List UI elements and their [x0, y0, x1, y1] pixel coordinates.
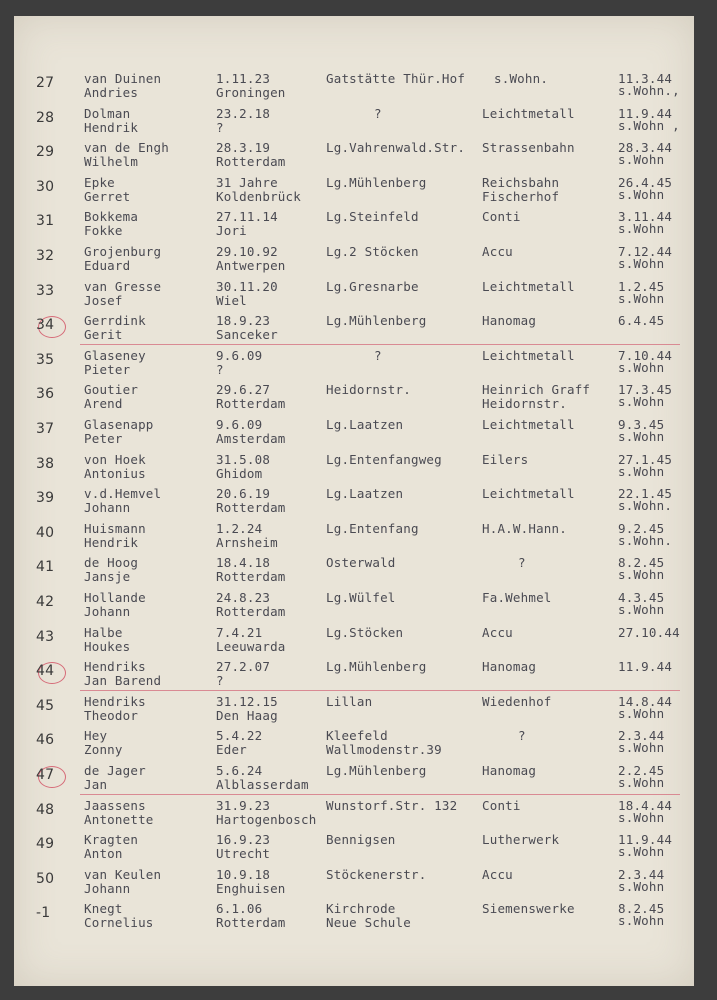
given-name: Gerret [84, 189, 131, 204]
residence: Stöckenerstr. [326, 867, 427, 882]
surname: van de Engh [84, 140, 169, 155]
birth-place: Wiel [216, 293, 247, 308]
birth-place: Rotterdam [216, 154, 286, 169]
birth-date: 20.6.19 [216, 486, 271, 501]
register-row [0, 591, 717, 625]
date-note: s.Wohn [618, 913, 665, 928]
given-name: Hendrik [84, 120, 139, 135]
surname: Gerrdink [84, 313, 146, 328]
employer: Leichtmetall [482, 348, 575, 363]
surname: van Keulen [84, 867, 162, 882]
birth-place: ? [216, 673, 224, 688]
given-name: Johann [84, 604, 131, 619]
date-note: s.Wohn [618, 706, 665, 721]
date-note: s.Wohn. [618, 533, 673, 548]
entry-number: 34 [36, 317, 55, 333]
residence: Wunstorf.Str. 132 [326, 798, 458, 813]
employer: Leichtmetall [482, 417, 575, 432]
employer: Heinrich Graff [482, 382, 591, 397]
entry-number: 32 [36, 248, 55, 264]
entry-number: -1 [36, 905, 51, 921]
date-note: s.Wohn [618, 221, 665, 236]
date-note: s.Wohn [618, 810, 665, 825]
surname: von Hoek [84, 452, 146, 467]
date: 14.8.44 [618, 694, 673, 709]
date: 2.2.45 [618, 763, 665, 778]
date-note: s.Wohn [618, 256, 665, 271]
employer: Leichtmetall [482, 486, 575, 501]
date: 11.3.44 [618, 71, 673, 86]
date: 26.4.45 [618, 175, 673, 190]
birth-date: 5.4.22 [216, 728, 263, 743]
given-name: Jansje [84, 569, 131, 584]
birth-date: 6.1.06 [216, 901, 263, 916]
employer: s.Wohn. [494, 71, 549, 86]
surname: Glaseney [84, 348, 146, 363]
register-row [0, 902, 717, 936]
date-note: s.Wohn [618, 775, 665, 790]
date: 22.1.45 [618, 486, 673, 501]
employer: Siemenswerke [482, 901, 575, 916]
surname: Knegt [84, 901, 123, 916]
employer-line2: Heidornstr. [482, 396, 567, 411]
date-note: s.Wohn [618, 429, 665, 444]
birth-place: Groningen [216, 85, 286, 100]
date-note: s.Wohn., [618, 83, 680, 98]
register-row [0, 626, 717, 660]
date: 11.9.44 [618, 659, 673, 674]
entry-number: 27 [36, 75, 55, 91]
surname: Hendriks [84, 659, 146, 674]
birth-place: Leeuwarda [216, 639, 286, 654]
birth-place: Hartogenbosch [216, 812, 317, 827]
birth-date: 31.9.23 [216, 798, 271, 813]
register-row [0, 695, 717, 729]
birth-date: 9.6.09 [216, 417, 263, 432]
surname: Bokkema [84, 209, 139, 224]
employer: Hanomag [482, 313, 537, 328]
employer: Hanomag [482, 659, 537, 674]
employer: H.A.W.Hann. [482, 521, 567, 536]
date: 17.3.45 [618, 382, 673, 397]
date-note: s.Wohn [618, 152, 665, 167]
entry-number: 40 [36, 525, 55, 541]
employer: Conti [482, 798, 521, 813]
register-row [0, 210, 717, 244]
birth-place: Rotterdam [216, 396, 286, 411]
entry-number: 49 [36, 836, 55, 852]
register-row [0, 245, 717, 279]
birth-place: Ghidom [216, 466, 263, 481]
surname: Kragten [84, 832, 139, 847]
date-note: s.Wohn , [618, 118, 680, 133]
date: 6.4.45 [618, 313, 665, 328]
entry-number: 43 [36, 629, 55, 645]
date: 27.10.44 [618, 625, 680, 640]
date: 18.4.44 [618, 798, 673, 813]
given-name: Theodor [84, 708, 139, 723]
birth-date: 10.9.18 [216, 867, 271, 882]
date-note: s.Wohn [618, 187, 665, 202]
surname: Huismann [84, 521, 146, 536]
employer: Eilers [482, 452, 529, 467]
register-row [0, 453, 717, 487]
birth-date: 28.3.19 [216, 140, 271, 155]
birth-place: Eder [216, 742, 247, 757]
given-name: Antonette [84, 812, 154, 827]
entry-number: 44 [36, 663, 55, 679]
birth-date: 18.9.23 [216, 313, 271, 328]
register-row [0, 280, 717, 314]
entry-number: 36 [36, 386, 55, 402]
surname: Epke [84, 175, 115, 190]
residence: Lg.Laatzen [326, 486, 404, 501]
register-row [0, 141, 717, 175]
entry-number: 45 [36, 698, 55, 714]
surname: Grojenburg [84, 244, 162, 259]
birth-place: ? [216, 120, 224, 135]
birth-date: 31.5.08 [216, 452, 271, 467]
employer: ? [518, 555, 526, 570]
birth-date: 30.11.20 [216, 279, 278, 294]
residence: Lillan [326, 694, 373, 709]
birth-date: 1.11.23 [216, 71, 271, 86]
residence: Lg.Mühlenberg [326, 313, 427, 328]
birth-place: Arnsheim [216, 535, 278, 550]
date: 3.11.44 [618, 209, 673, 224]
given-name: Wilhelm [84, 154, 139, 169]
birth-date: 31.12.15 [216, 694, 278, 709]
register-row [0, 107, 717, 141]
surname: de Jager [84, 763, 146, 778]
birth-date: 7.4.21 [216, 625, 263, 640]
birth-place: ? [216, 362, 224, 377]
birth-place: Rotterdam [216, 915, 286, 930]
surname: Hendriks [84, 694, 146, 709]
employer: Accu [482, 867, 513, 882]
date: 27.1.45 [618, 452, 673, 467]
residence: Lg.Laatzen [326, 417, 404, 432]
entry-number: 42 [36, 594, 55, 610]
date: 28.3.44 [618, 140, 673, 155]
register-row [0, 72, 717, 106]
birth-date: 9.6.09 [216, 348, 263, 363]
birth-place: Rotterdam [216, 500, 286, 515]
given-name: Andries [84, 85, 139, 100]
entry-number: 30 [36, 179, 55, 195]
date: 11.9.44 [618, 832, 673, 847]
birth-date: 29.6.27 [216, 382, 271, 397]
given-name: Fokke [84, 223, 123, 238]
surname: Glasenapp [84, 417, 154, 432]
surname: de Hoog [84, 555, 139, 570]
residence: Lg.Wülfel [326, 590, 396, 605]
residence: Lg.2 Stöcken [326, 244, 419, 259]
register-row [0, 799, 717, 833]
entry-number: 29 [36, 144, 55, 160]
date: 8.2.45 [618, 901, 665, 916]
register-row [0, 487, 717, 521]
given-name: Josef [84, 293, 123, 308]
birth-date: 27.2.07 [216, 659, 271, 674]
residence-line2: Wallmodenstr.39 [326, 742, 442, 757]
birth-place: Utrecht [216, 846, 271, 861]
entry-number: 48 [36, 802, 55, 818]
birth-place: Jori [216, 223, 247, 238]
surname: Dolman [84, 106, 131, 121]
date: 9.3.45 [618, 417, 665, 432]
birth-place: Amsterdam [216, 431, 286, 446]
birth-place: Rotterdam [216, 569, 286, 584]
residence: ? [374, 106, 382, 121]
entry-number: 50 [36, 871, 55, 887]
given-name: Jan Barend [84, 673, 162, 688]
register-row [0, 764, 717, 798]
entry-number: 38 [36, 456, 55, 472]
given-name: Houkes [84, 639, 131, 654]
given-name: Anton [84, 846, 123, 861]
given-name: Gerit [84, 327, 123, 342]
entry-number: 47 [36, 767, 55, 783]
residence: Bennigsen [326, 832, 396, 847]
date: 4.3.45 [618, 590, 665, 605]
birth-place: Den Haag [216, 708, 278, 723]
register-row [0, 868, 717, 902]
residence: Kirchrode [326, 901, 396, 916]
entry-number: 46 [36, 732, 55, 748]
date-note: s.Wohn [618, 740, 665, 755]
employer: Conti [482, 209, 521, 224]
birth-date: 23.2.18 [216, 106, 271, 121]
birth-date: 1.2.24 [216, 521, 263, 536]
surname: Jaassens [84, 798, 146, 813]
residence: Lg.Vahrenwald.Str. [326, 140, 466, 155]
register-row [0, 383, 717, 417]
date-note: s.Wohn [618, 844, 665, 859]
given-name: Arend [84, 396, 123, 411]
employer: Accu [482, 625, 513, 640]
birth-place: Enghuisen [216, 881, 286, 896]
residence: Gatstätte Thür.Hof [326, 71, 466, 86]
entry-number: 33 [36, 283, 55, 299]
employer: Reichsbahn [482, 175, 560, 190]
employer: Wiedenhof [482, 694, 552, 709]
surname: van Gresse [84, 279, 162, 294]
residence: Lg.Steinfeld [326, 209, 419, 224]
given-name: Peter [84, 431, 123, 446]
register-row [0, 349, 717, 383]
register-row [0, 660, 717, 694]
surname: Hey [84, 728, 108, 743]
surname: Hollande [84, 590, 146, 605]
birth-date: 31 Jahre [216, 175, 278, 190]
given-name: Pieter [84, 362, 131, 377]
date: 11.9.44 [618, 106, 673, 121]
employer: Hanomag [482, 763, 537, 778]
date-note: s.Wohn. [618, 498, 673, 513]
given-name: Cornelius [84, 915, 154, 930]
birth-place: Sanceker [216, 327, 278, 342]
birth-date: 5.6.24 [216, 763, 263, 778]
residence-line2: Neue Schule [326, 915, 411, 930]
entry-number: 37 [36, 421, 55, 437]
given-name: Johann [84, 881, 131, 896]
date: 9.2.45 [618, 521, 665, 536]
date-note: s.Wohn [618, 602, 665, 617]
register-row [0, 314, 717, 348]
date: 2.3.44 [618, 728, 665, 743]
date: 8.2.45 [618, 555, 665, 570]
entry-number: 28 [36, 110, 55, 126]
register-row [0, 556, 717, 590]
register-row [0, 729, 717, 763]
employer: ? [518, 728, 526, 743]
date: 1.2.45 [618, 279, 665, 294]
employer: Lutherwerk [482, 832, 560, 847]
date-note: s.Wohn [618, 879, 665, 894]
birth-date: 18.4.18 [216, 555, 271, 570]
given-name: Johann [84, 500, 131, 515]
date-note: s.Wohn [618, 464, 665, 479]
residence: Lg.Gresnarbe [326, 279, 419, 294]
residence: Lg.Mühlenberg [326, 659, 427, 674]
birth-date: 24.8.23 [216, 590, 271, 605]
employer: Leichtmetall [482, 279, 575, 294]
employer: Accu [482, 244, 513, 259]
birth-date: 27.11.14 [216, 209, 278, 224]
residence: Lg.Entenfang [326, 521, 419, 536]
entry-number: 31 [36, 213, 55, 229]
given-name: Eduard [84, 258, 131, 273]
residence: Kleefeld [326, 728, 388, 743]
given-name: Antonius [84, 466, 146, 481]
date-note: s.Wohn [618, 567, 665, 582]
residence: Lg.Mühlenberg [326, 175, 427, 190]
residence: ? [374, 348, 382, 363]
employer: Strassenbahn [482, 140, 575, 155]
given-name: Hendrik [84, 535, 139, 550]
entry-number: 35 [36, 352, 55, 368]
employer: Leichtmetall [482, 106, 575, 121]
date-note: s.Wohn [618, 291, 665, 306]
date-note: s.Wohn [618, 394, 665, 409]
birth-date: 29.10.92 [216, 244, 278, 259]
given-name: Zonny [84, 742, 123, 757]
entry-number: 41 [36, 559, 55, 575]
residence: Heidornstr. [326, 382, 411, 397]
given-name: Jan [84, 777, 108, 792]
birth-place: Rotterdam [216, 604, 286, 619]
birth-place: Antwerpen [216, 258, 286, 273]
residence: Lg.Mühlenberg [326, 763, 427, 778]
surname: Halbe [84, 625, 123, 640]
residence: Osterwald [326, 555, 396, 570]
surname: van Duinen [84, 71, 162, 86]
entry-number: 39 [36, 490, 55, 506]
residence: Lg.Entenfangweg [326, 452, 442, 467]
employer: Fa.Wehmel [482, 590, 552, 605]
birth-place: Koldenbrück [216, 189, 301, 204]
surname: v.d.Hemvel [84, 486, 162, 501]
register-row [0, 522, 717, 556]
date-note: s.Wohn [618, 360, 665, 375]
residence: Lg.Stöcken [326, 625, 404, 640]
date: 2.3.44 [618, 867, 665, 882]
date: 7.12.44 [618, 244, 673, 259]
employer-line2: Fischerhof [482, 189, 560, 204]
birth-date: 16.9.23 [216, 832, 271, 847]
surname: Goutier [84, 382, 139, 397]
date: 7.10.44 [618, 348, 673, 363]
register-row [0, 833, 717, 867]
register-row [0, 176, 717, 210]
register-row [0, 418, 717, 452]
birth-place: Alblasserdam [216, 777, 309, 792]
